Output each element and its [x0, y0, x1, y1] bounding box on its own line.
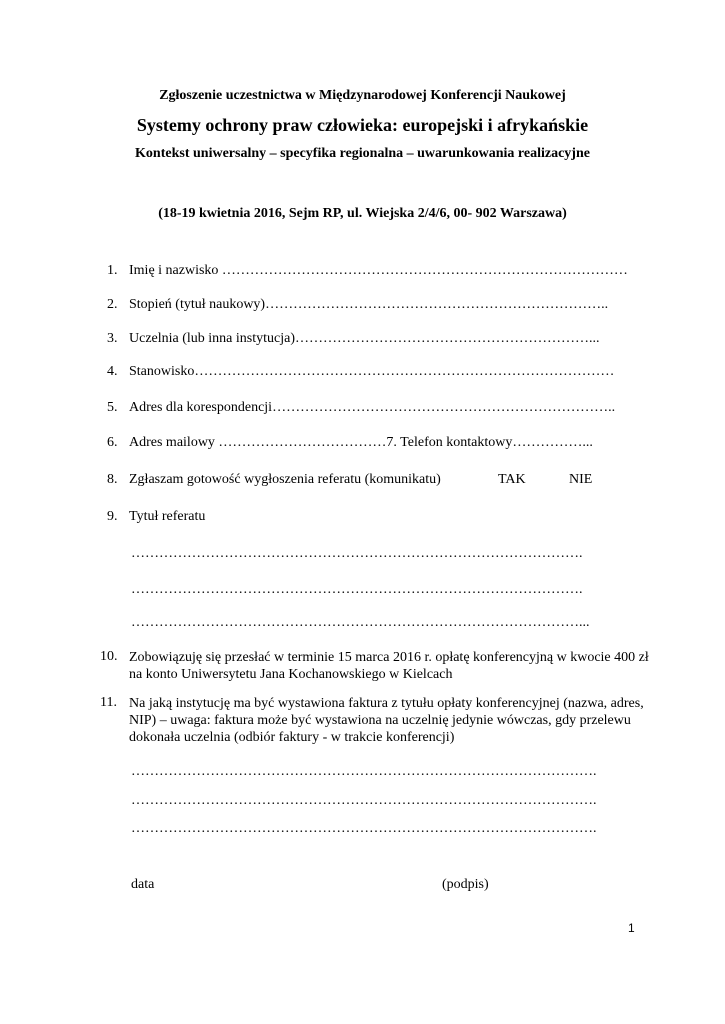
paper-title-line: ……………………………………………………………………………………. — [131, 582, 583, 597]
form-item-paper-title — [0, 509, 725, 527]
item-text: Imię i nazwisko …………………………………………………………………………… — [129, 263, 628, 278]
invoice-line: ………………………………………………………………………………………. — [131, 821, 597, 836]
form-item-invoice — [0, 695, 725, 755]
form-item-presentation — [0, 472, 725, 490]
paper-title-line: ……………………………………………………………………………………. — [131, 546, 583, 561]
form-item-institution — [0, 331, 725, 349]
item-text: Stopień (tytuł naukowy)……………………………………………………………….. — [129, 297, 609, 312]
date-label: data — [131, 877, 155, 892]
item-text: Adres dla korespondencji……………………………………………………………….. — [129, 400, 616, 415]
page-number: 1 — [628, 921, 635, 935]
item-text: Tytuł referatu — [129, 509, 206, 524]
option-yes: TAK — [498, 472, 526, 487]
item-number: 11. — [100, 695, 117, 710]
event-info: (18-19 kwietnia 2016, Sejm RP, ul. Wiejska 2/4/6, 00- 902 Warszawa) — [158, 206, 567, 221]
item-number: 3. — [107, 331, 118, 346]
item-number: 1. — [107, 263, 118, 278]
item-text: Adres mailowy ………………………………7. Telefon kontaktowy……………... — [129, 435, 593, 450]
item-number: 4. — [107, 364, 118, 379]
item-number: 8. — [107, 472, 118, 487]
invoice-line: ………………………………………………………………………………………. — [131, 793, 597, 808]
paper-title-line: ……………………………………………………………………………………... — [131, 615, 590, 630]
conference-subtitle: Kontekst uniwersalny – specyfika regionalna – uwarunkowania realizacyjne — [135, 146, 590, 161]
signature-label: (podpis) — [442, 877, 489, 892]
item-number: 9. — [107, 509, 118, 524]
item-text: Na jaką instytucję ma być wystawiona faktura z tytułu opłaty konferencyjnej (nazwa, adres, NIP) – uwaga: faktura może być wystawiona na uczelnię jedynie wówczas, gdy przelewu dokonała uczelnia (odbiór faktury - w trakcie konferencji) — [129, 696, 644, 745]
item-text: Uczelnia (lub inna instytucja)………………………………………………………... — [129, 331, 600, 346]
form-item-name — [0, 263, 725, 281]
item-text: Stanowisko……………………………………………………………………………… — [129, 364, 615, 379]
conference-title: Systemy ochrony praw człowieka: europejski i afrykańskie — [136, 115, 589, 135]
item-number: 5. — [107, 400, 118, 415]
form-title: Zgłoszenie uczestnictwa w Międzynarodowej Konferencji Naukowej — [159, 88, 566, 103]
item-text: Zobowiązuję się przesłać w terminie 15 marca 2016 r. opłatę konferencyjną w kwocie 400 zł na konto Uniwersytetu Jana Kochanowskiego w Kielcach — [129, 650, 649, 682]
item-number: 10. — [100, 649, 118, 664]
form-item-payment — [0, 649, 725, 689]
invoice-line: ………………………………………………………………………………………. — [131, 764, 597, 779]
item-text: Zgłaszam gotowość wygłoszenia referatu (komunikatu) — [129, 472, 441, 487]
form-item-email-phone — [0, 435, 725, 453]
item-number: 6. — [107, 435, 118, 450]
form-item-address — [0, 400, 725, 418]
option-no: NIE — [569, 472, 593, 487]
form-item-position — [0, 364, 725, 382]
item-number: 2. — [107, 297, 118, 312]
form-item-degree — [0, 297, 725, 315]
